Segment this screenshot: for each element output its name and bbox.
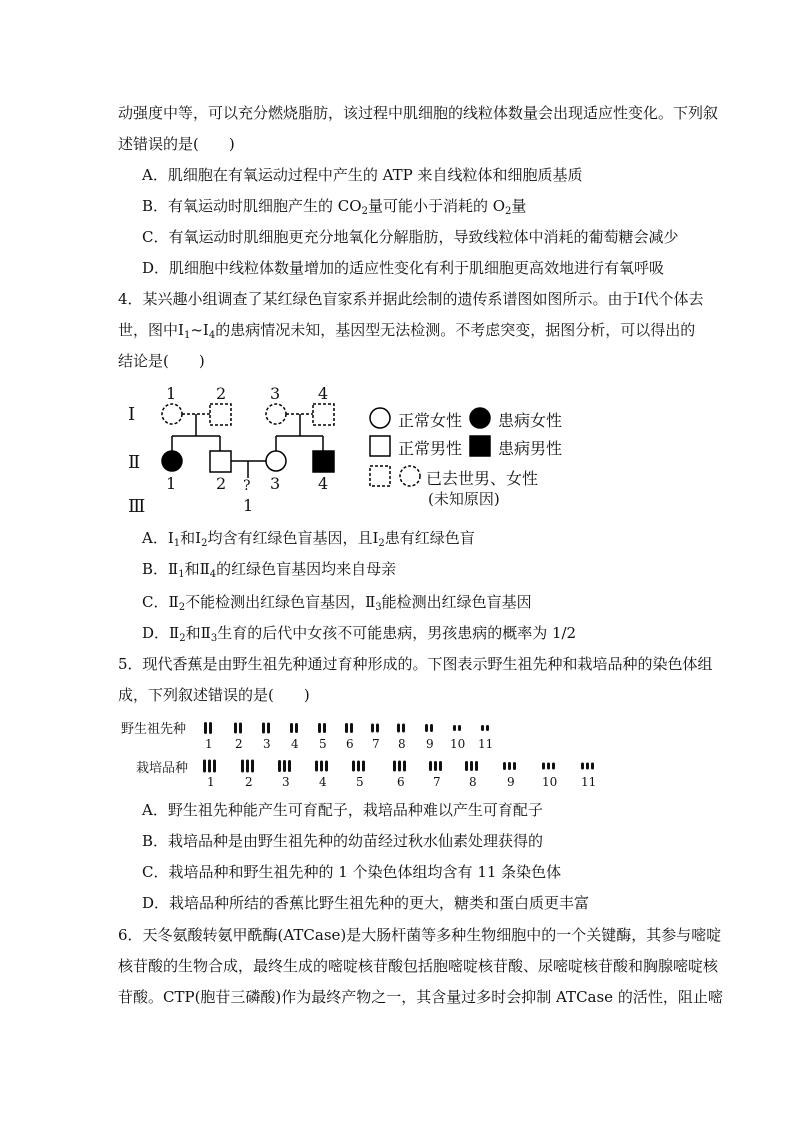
wild-ancestor-label: 野生祖先种 — [121, 722, 187, 737]
wild-chromosome-number: 2 — [235, 737, 243, 751]
cultivated-chromosome-4-a — [315, 761, 318, 772]
cultivated-chromosome-5-b — [357, 761, 360, 772]
wild-chromosome-7-b — [376, 724, 379, 733]
cultivated-chromosome-number: 3 — [282, 775, 290, 789]
cultivated-chromosome-5-a — [352, 761, 355, 772]
wild-chromosome-number: 10 — [450, 737, 466, 751]
cultivated-variety-label: 栽培品种 — [136, 761, 189, 776]
q6-line2: 核苷酸的生物合成，最终生成的嘧啶核苷酸包括胞嘧啶核苷酸、尿嘧啶核苷酸和胸腺嘧啶核 — [118, 957, 719, 975]
cultivated-chromosome-number: 7 — [433, 775, 441, 789]
wild-chromosome-4-b — [295, 723, 298, 733]
cultivated-chromosome-number: 11 — [581, 775, 597, 789]
cultivated-chromosome-10-c — [552, 763, 555, 770]
legend-deceased-male-symbol — [370, 466, 390, 486]
q3-option-d: D．肌细胞中线粒体数量增加的适应性变化有利于肌细胞更高效地进行有氧呼吸 — [142, 259, 665, 277]
q4-option-c: C．$Ⅱ_2$不能检测出红绿色盲基因，$Ⅱ_3$能检测出红绿色盲基因 — [142, 593, 532, 613]
wild-chromosome-6-b — [350, 723, 353, 733]
wild-chromosome-7-a — [371, 724, 374, 733]
q3-stem-line2: 述错误的是( ) — [118, 135, 235, 153]
cultivated-chromosome-7-c — [439, 761, 442, 771]
wild-chromosome-9-a — [425, 724, 428, 732]
wild-chromosome-1-b — [209, 722, 212, 734]
cultivated-chromosome-6-c — [403, 761, 406, 772]
q5-stem-line2: 成，下列叙述错误的是( ) — [118, 686, 310, 704]
I3-number: 3 — [270, 384, 281, 403]
III1-number: 1 — [243, 496, 254, 515]
legend-normal-female: 正常女性 — [398, 411, 463, 430]
cultivated-chromosome-3-c — [288, 760, 291, 772]
wild-chromosome-number: 3 — [263, 737, 271, 751]
pedigree-II2-normal-male — [210, 451, 231, 472]
cultivated-chromosome-11-c — [591, 763, 594, 770]
II2-number: 2 — [216, 474, 227, 493]
q4-option-a: A．$Ⅰ_1$和$Ⅰ_2$均含有红绿色盲基因，且$Ⅰ_2$患有红绿色盲 — [142, 529, 475, 549]
cultivated-chromosome-9-c — [513, 762, 516, 770]
I1-number: 1 — [166, 384, 177, 403]
wild-chromosome-4-a — [290, 723, 293, 733]
cultivated-chromosome-4-c — [325, 761, 328, 772]
wild-chromosome-2-b — [239, 723, 242, 734]
legend-deceased-note: (未知原因) — [428, 490, 500, 508]
legend-affected-male: 患病男性 — [498, 439, 563, 458]
I4-number: 4 — [318, 384, 329, 403]
q4-option-b: B．$Ⅱ_1$和$Ⅱ_4$的红绿色盲基因均来自母亲 — [142, 560, 397, 580]
pedigree-I4-deceased-male — [313, 404, 334, 425]
cultivated-chromosome-2-b — [246, 760, 249, 773]
pedigree-I1-deceased-female — [162, 404, 182, 424]
legend-affected-female-symbol — [470, 408, 490, 428]
cultivated-chromosome-8-a — [465, 761, 468, 771]
cultivated-chromosome-6-a — [393, 761, 396, 772]
gen-III-label: Ⅲ — [128, 496, 146, 517]
wild-chromosome-number: 5 — [319, 737, 327, 751]
cultivated-chromosome-7-b — [434, 761, 437, 771]
wild-chromosome-number: 4 — [291, 737, 299, 751]
I2-number: 2 — [216, 384, 227, 403]
wild-chromosome-10-b — [458, 725, 461, 731]
wild-chromosome-3-b — [267, 723, 270, 734]
legend-affected-male-symbol — [470, 436, 490, 456]
q4-option-d: D．$Ⅱ_2$和$Ⅱ_3$生育的后代中女孩不可能患病，男孩患病的概率为 1/2 — [142, 624, 577, 644]
cultivated-chromosome-8-c — [475, 761, 478, 771]
q6-line3: 苷酸。CTP(胞苷三磷酸)作为最终产物之一，其含量过多时会抑制 ATCase 的活性，阻止嘧 — [118, 988, 723, 1006]
wild-chromosome-5-b — [323, 723, 326, 733]
wild-chromosome-number: 9 — [426, 737, 434, 751]
q5-stem-line1: 5．现代香蕉是由野生祖先种通过育种形成的。下图表示野生祖先种和栽培品种的染色体组 — [118, 655, 713, 673]
cultivated-chromosome-3-b — [283, 760, 286, 772]
legend-deceased-female-symbol — [400, 466, 420, 486]
wild-chromosome-2-a — [234, 723, 237, 734]
cultivated-chromosome-3-a — [278, 760, 281, 772]
cultivated-chromosome-10-b — [547, 763, 550, 770]
cultivated-chromosome-number: 5 — [356, 775, 364, 789]
cultivated-chromosome-number: 9 — [507, 775, 515, 789]
wild-chromosome-11-b — [486, 725, 489, 731]
legend-affected-female: 患病女性 — [498, 411, 563, 430]
q5-option-c: C．栽培品种和野生祖先种的 1 个染色体组均含有 11 条染色体 — [142, 863, 562, 881]
q5-option-d: D．栽培品种所结的香蕉比野生祖先种的更大，糖类和蛋白质更丰富 — [142, 894, 590, 912]
pedigree-II3-normal-female — [266, 451, 286, 471]
cultivated-chromosome-number: 6 — [397, 775, 405, 789]
q6-line1: 6．天冬氨酸转氨甲酰酶(ATCase)是大肠杆菌等多种生物细胞中的一个关键酶，其参与嘧啶 — [118, 926, 722, 944]
wild-chromosome-5-a — [318, 723, 321, 733]
wild-chromosome-number: 1 — [205, 737, 213, 751]
wild-chromosome-number: 6 — [346, 737, 354, 751]
II4-number: 4 — [318, 474, 329, 493]
cultivated-chromosome-number: 1 — [207, 775, 215, 789]
cultivated-chromosome-10-a — [542, 763, 545, 770]
q5-option-b: B．栽培品种是由野生祖先种的幼苗经过秋水仙素处理获得的 — [142, 832, 544, 850]
cultivated-chromosome-1-a — [203, 760, 206, 773]
q3-stem-line1: 动强度中等，可以充分燃烧脂肪，该过程中肌细胞的线粒体数量会出现适应性变化。下列叙 — [118, 104, 719, 122]
cultivated-chromosome-number: 2 — [245, 775, 253, 789]
q4-stem-line2: 世，图中$Ⅰ_1\sim Ⅰ_4$的患病情况未知，基因型无法检测。不考虑突变，据图分析，可以得出的 — [118, 321, 696, 341]
pedigree-I2-deceased-male — [210, 404, 231, 425]
wild-chromosome-8-b — [402, 724, 405, 733]
cultivated-chromosome-1-c — [213, 760, 216, 773]
q3-option-c: C．有氧运动时肌细胞更充分地氧化分解脂肪，导致线粒体中消耗的葡萄糖会减少 — [142, 228, 679, 246]
cultivated-chromosome-2-a — [241, 760, 244, 773]
wild-chromosome-number: 11 — [478, 737, 494, 751]
pedigree-II1-affected-female — [162, 451, 182, 471]
II3-number: 3 — [270, 474, 281, 493]
III1-question: ? — [243, 478, 251, 494]
wild-chromosome-3-a — [262, 723, 265, 734]
q3-option-b: B．有氧运动时肌细胞产生的 $CO_2$量可能小于消耗的 $O_2$量 — [142, 197, 527, 217]
q3-option-a: A．肌细胞在有氧运动过程中产生的 ATP 来自线粒体和细胞质基质 — [142, 166, 583, 184]
q4-stem-line3: 结论是( ) — [118, 352, 205, 370]
wild-chromosome-1-a — [204, 722, 207, 734]
cultivated-chromosome-9-a — [503, 762, 506, 770]
pedigree-I3-deceased-female — [266, 404, 286, 424]
legend-deceased: 已去世男、女性 — [426, 469, 539, 488]
q5-option-a: A．野生祖先种能产生可育配子，栽培品种难以产生可育配子 — [142, 801, 543, 819]
wild-chromosome-number: 7 — [372, 737, 380, 751]
cultivated-chromosome-number: 4 — [319, 775, 327, 789]
gen-II-label: Ⅱ — [128, 452, 141, 473]
cultivated-chromosome-1-b — [208, 760, 211, 773]
cultivated-chromosome-7-a — [429, 761, 432, 771]
cultivated-chromosome-11-a — [581, 763, 584, 770]
legend-normal-male-symbol — [370, 436, 390, 456]
wild-chromosome-9-b — [430, 724, 433, 732]
q4-stem-line1: 4．某兴趣小组调查了某红绿色盲家系并据此绘制的遗传系谱图如图所示。由于Ⅰ代个体去 — [118, 290, 704, 308]
cultivated-chromosome-number: 8 — [469, 775, 477, 789]
legend-normal-male: 正常男性 — [398, 439, 463, 458]
wild-chromosome-10-a — [453, 725, 456, 731]
legend-normal-female-symbol — [370, 408, 390, 428]
wild-chromosome-11-a — [481, 725, 484, 731]
II1-number: 1 — [166, 474, 177, 493]
wild-chromosome-number: 8 — [398, 737, 406, 751]
wild-chromosome-6-a — [345, 723, 348, 733]
cultivated-chromosome-6-b — [398, 761, 401, 772]
gen-I-label: Ⅰ — [128, 404, 136, 425]
cultivated-chromosome-4-b — [320, 761, 323, 772]
cultivated-chromosome-9-b — [508, 762, 511, 770]
cultivated-chromosome-11-b — [586, 763, 589, 770]
cultivated-chromosome-2-c — [251, 760, 254, 773]
cultivated-chromosome-number: 10 — [542, 775, 558, 789]
cultivated-chromosome-8-b — [470, 761, 473, 771]
cultivated-chromosome-5-c — [362, 761, 365, 772]
pedigree-II4-affected-male — [313, 451, 334, 472]
wild-chromosome-8-a — [397, 724, 400, 733]
